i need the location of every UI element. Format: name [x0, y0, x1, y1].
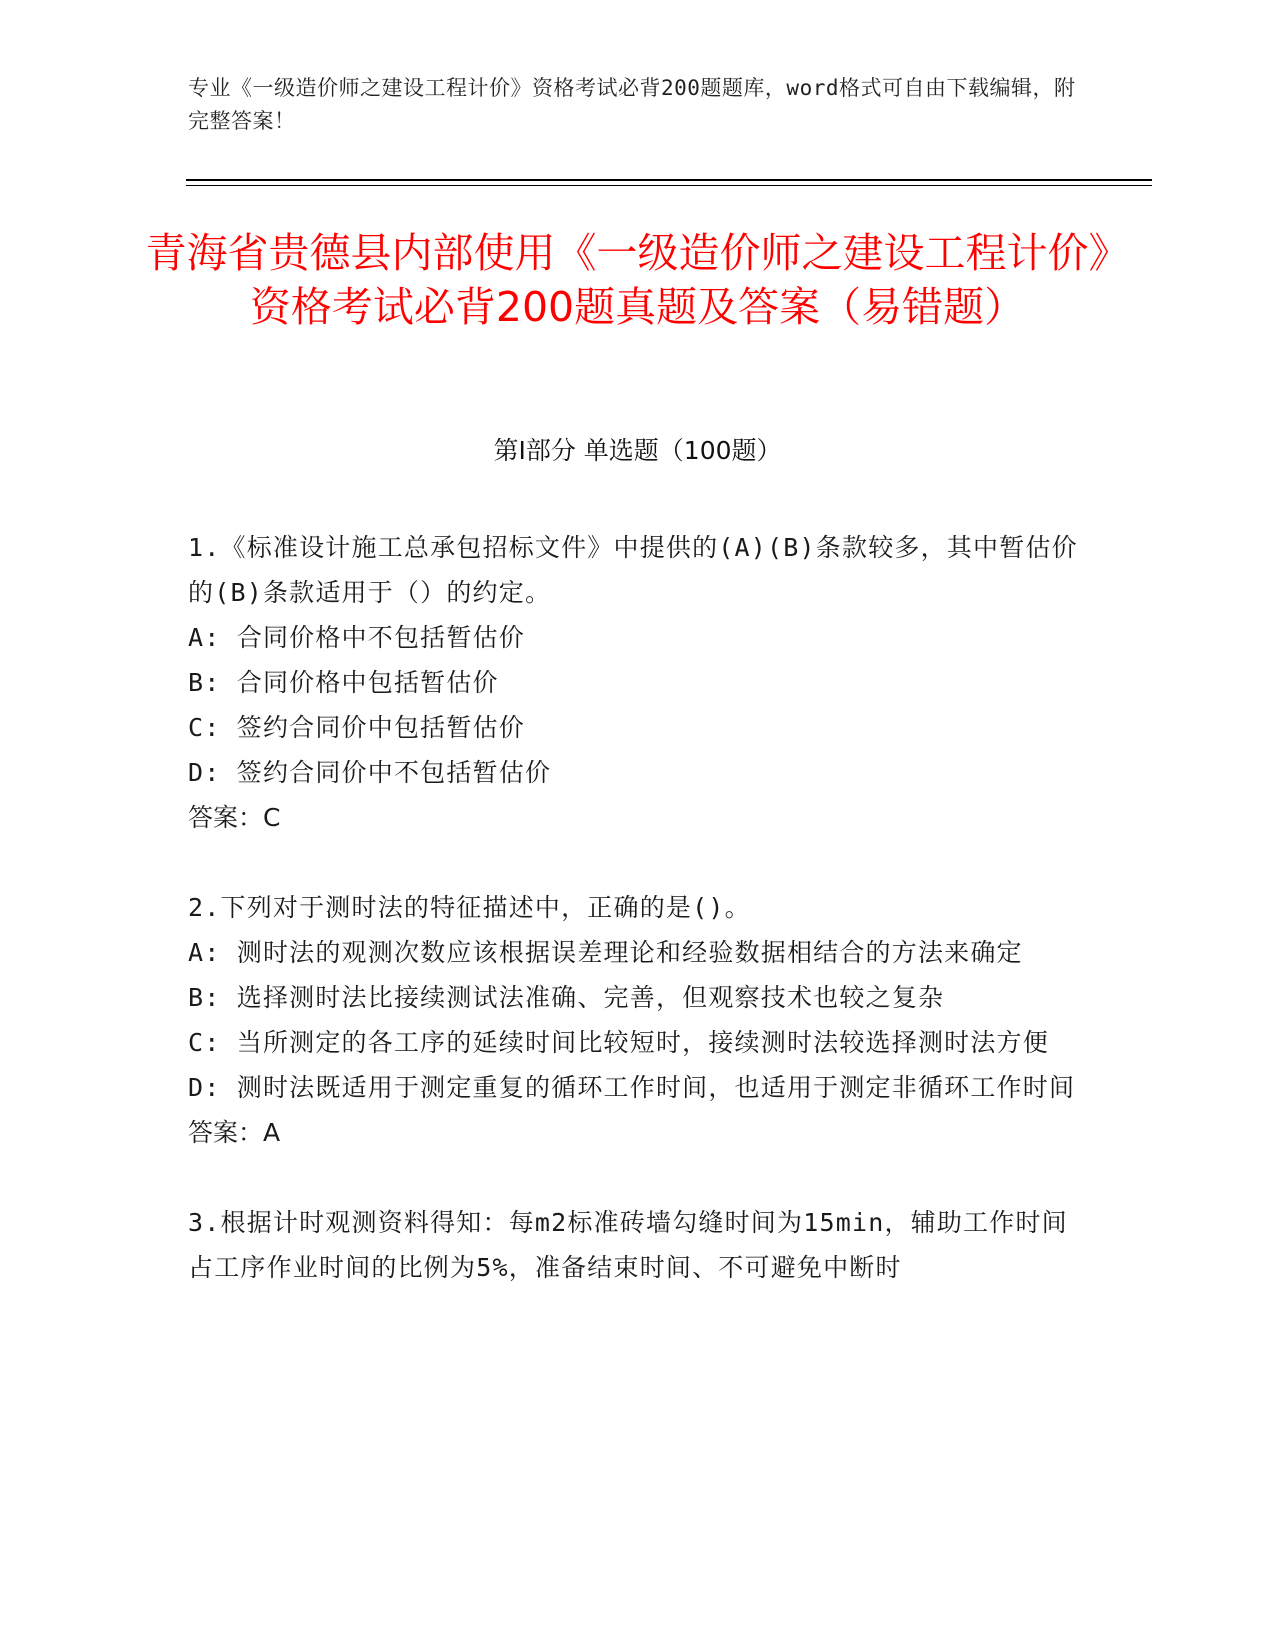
- option-a: A: 合同价格中不包括暂估价: [188, 623, 525, 652]
- answer-label: 答案：C: [188, 803, 281, 832]
- option-c: C: 签约合同价中包括暂估价: [188, 713, 525, 742]
- header-rule-thin: [186, 185, 1152, 186]
- question-stem: 3.根据计时观测资料得知：每m2标准砖墙勾缝时间为15min，辅助工作时间占工序作业时间的比例为5%，准备结束时间、不可避免中断时: [188, 1208, 1068, 1282]
- header-note: 专业《一级造价师之建设工程计价》资格考试必背200题题库，word格式可自由下载编辑，附完整答案！: [188, 76, 1076, 133]
- question-1: [188, 525, 1078, 840]
- option-c: C: 当所测定的各工序的延续时间比较短时，接续测时法较选择测时法方便: [188, 1028, 1049, 1057]
- question-2: [188, 885, 1078, 1155]
- question-list: [188, 525, 1078, 1335]
- option-a: A: 测时法的观测次数应该根据误差理论和经验数据相结合的方法来确定: [188, 938, 1023, 967]
- option-d: D: 签约合同价中不包括暂估价: [188, 758, 552, 787]
- question-stem: 1.《标准设计施工总承包招标文件》中提供的(A)(B)条款较多，其中暂估价的(B)条款适用于（）的约定。: [188, 533, 1078, 607]
- option-b: B: 合同价格中包括暂估价: [188, 668, 499, 697]
- document-title: 青海省贵德县内部使用《一级造价师之建设工程计价》资格考试必背200题真题及答案（易错题）: [145, 229, 1130, 331]
- answer-label: 答案：A: [188, 1118, 281, 1147]
- question-stem: 2.下列对于测时法的特征描述中，正确的是()。: [188, 893, 751, 922]
- question-3: [188, 1200, 1078, 1290]
- option-d: D: 测时法既适用于测定重复的循环工作时间，也适用于测定非循环工作时间: [188, 1073, 1076, 1102]
- section-title: 第I部分 单选题（100题）: [493, 436, 782, 465]
- header-rule-thick: [186, 179, 1152, 181]
- option-b: B: 选择测时法比接续测试法准确、完善，但观察技术也较之复杂: [188, 983, 945, 1012]
